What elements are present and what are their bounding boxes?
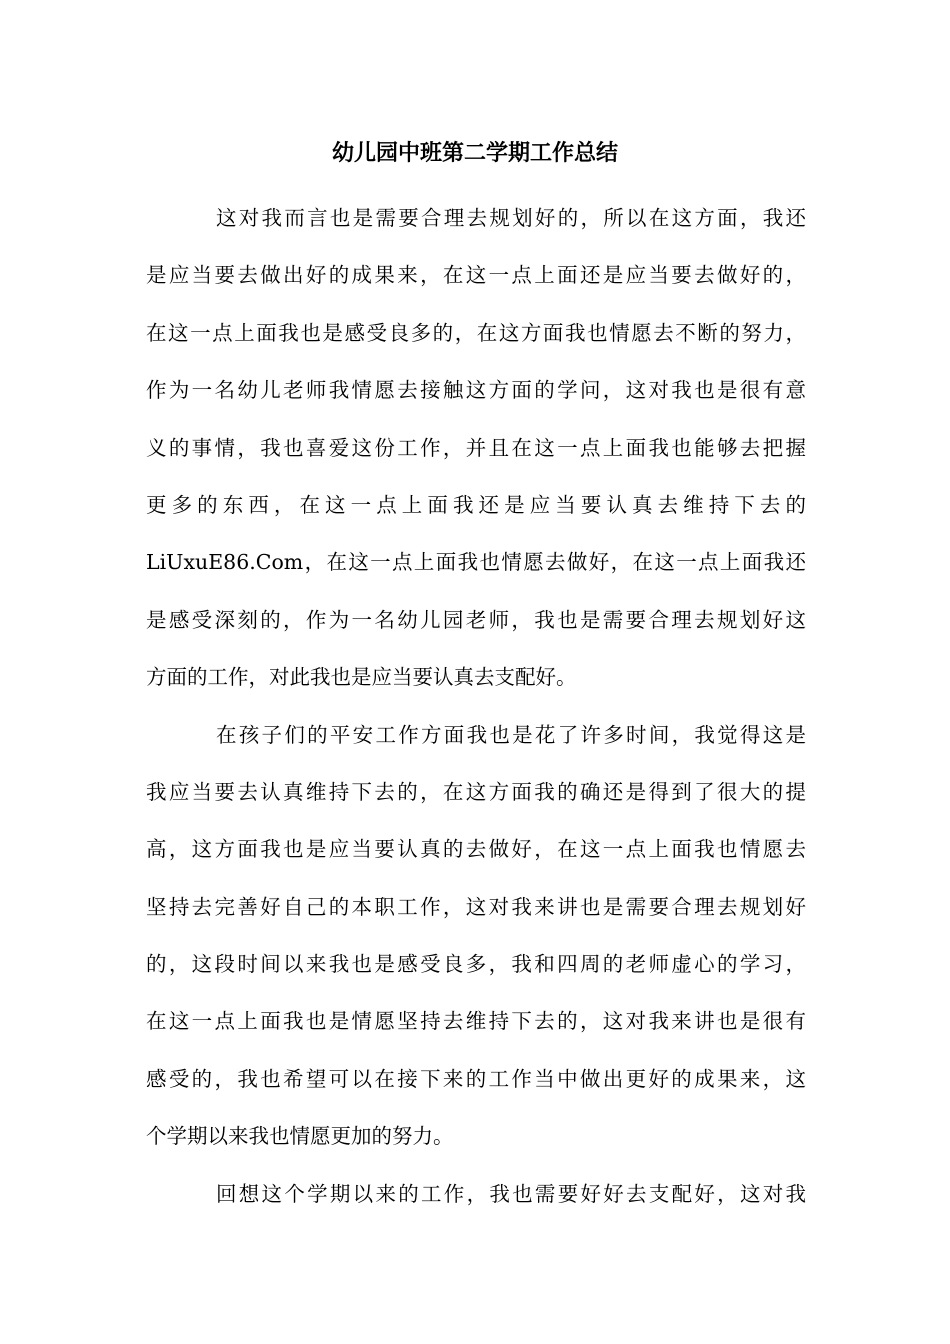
text-line: 坚持去完善好自己的本职工作，这对我来讲也是需要合理去规划好: [146, 894, 806, 919]
text-line: 感受的，我也希望可以在接下来的工作当中做出更好的成果来，这: [146, 1066, 806, 1091]
text-line: 作为一名幼儿老师我情愿去接触这方面的学问，这对我也是很有意: [146, 378, 806, 403]
text-line: 高，这方面我也是应当要认真的去做好，在这一点上面我也情愿去: [146, 837, 806, 862]
text-line: 我应当要去认真维持下去的，在这方面我的确还是得到了很大的提: [146, 779, 806, 804]
text-line: 义的事情，我也喜爱这份工作，并且在这一点上面我也能够去把握: [146, 435, 806, 460]
text-line: 是应当要去做出好的成果来，在这一点上面还是应当要去做好的，: [146, 263, 806, 288]
text-line: 是感受深刻的，作为一名幼儿园老师，我也是需要合理去规划好这: [146, 607, 806, 632]
text-line: 回想这个学期以来的工作，我也需要好好去支配好，这对我: [216, 1181, 806, 1206]
text-line: 在这一点上面我也是情愿坚持去维持下去的，这对我来讲也是很有: [146, 1009, 806, 1034]
text-line: 方面的工作，对此我也是应当要认真去支配好。: [146, 665, 577, 690]
text-line: LiUxuE86.Com，在这一点上面我也情愿去做好，在这一点上面我还: [146, 550, 806, 575]
text-line: 的，这段时间以来我也是感受良多，我和四周的老师虚心的学习，: [146, 952, 806, 977]
text-line: 在孩子们的平安工作方面我也是花了许多时间，我觉得这是: [216, 722, 806, 747]
text-line: 个学期以来我也情愿更加的努力。: [146, 1124, 454, 1149]
text-line: 这对我而言也是需要合理去规划好的，所以在这方面，我还: [216, 206, 806, 230]
document-body: [146, 190, 806, 1223]
text-line: 在这一点上面我也是感受良多的，在这方面我也情愿去不断的努力，: [146, 320, 806, 345]
document-title: 幼儿园中班第二学期工作总结: [331, 140, 618, 166]
text-line: 更多的东西，在这一点上面我还是应当要认真去维持下去的: [146, 492, 806, 517]
